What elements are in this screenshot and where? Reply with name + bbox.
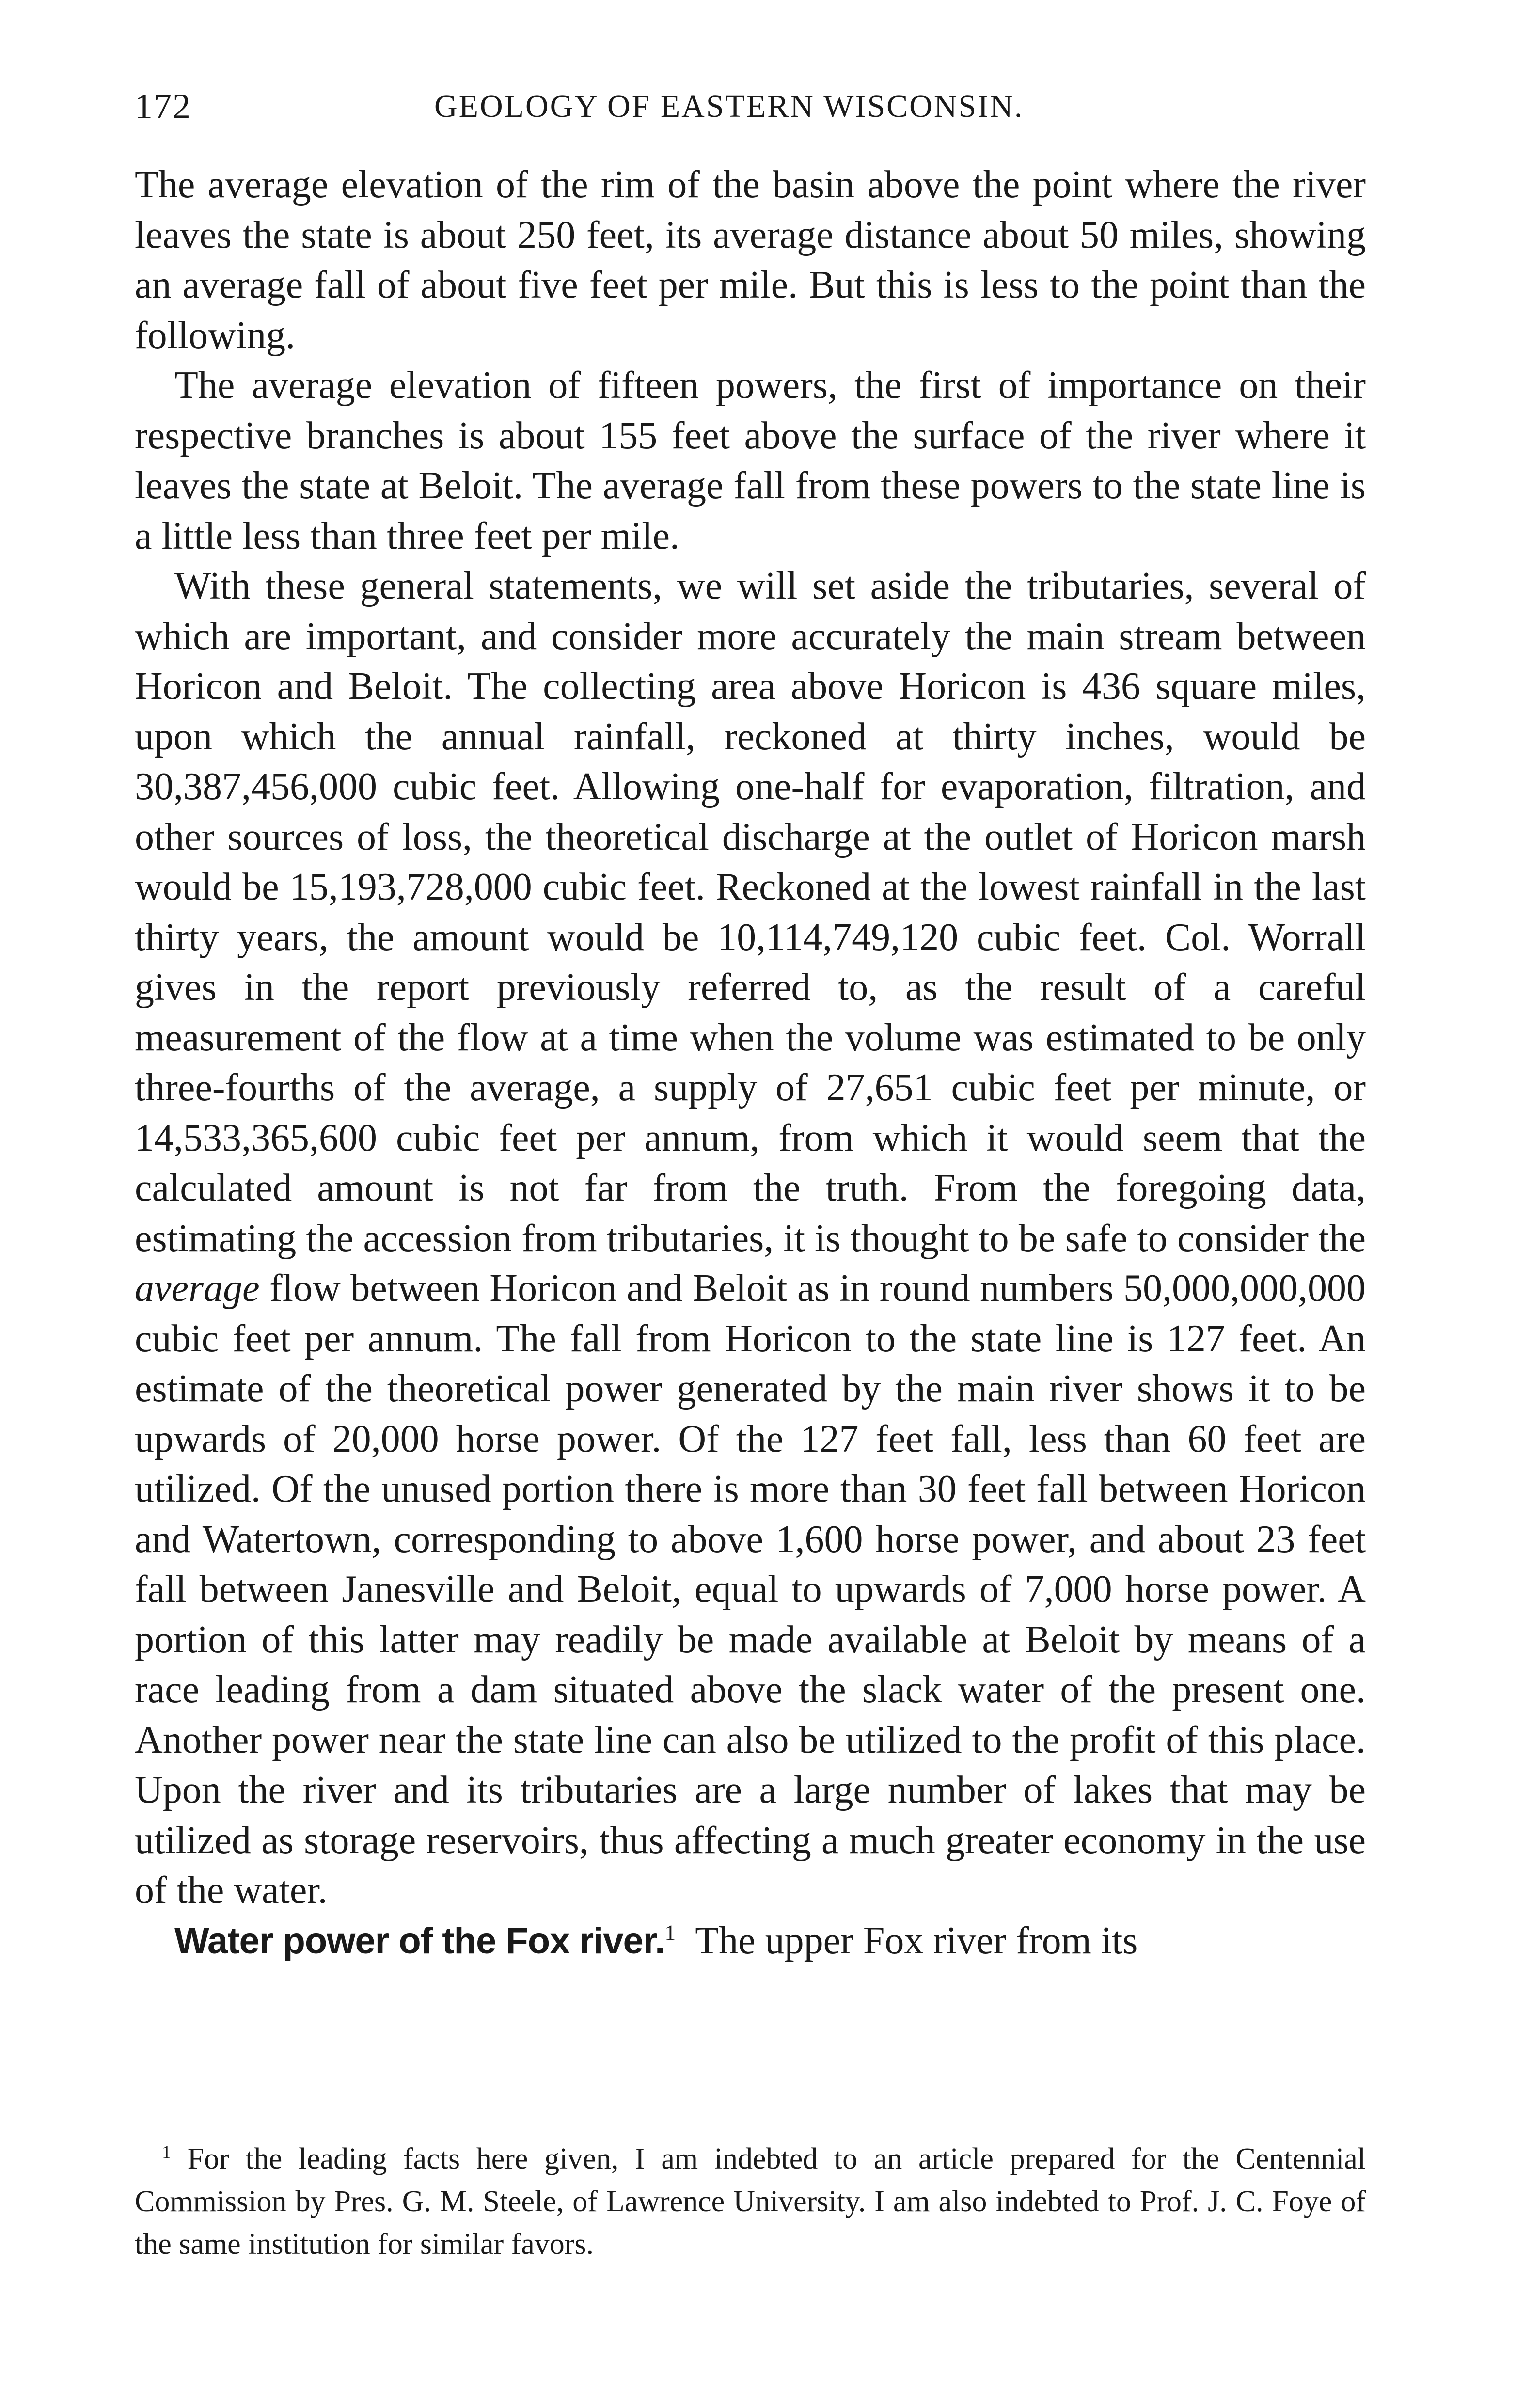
paragraph-rim-elevation: The average elevation of the rim of the basin above the point where the river leaves the state is about 250 feet, its average distance about 50 miles, showing an average fall of about five feet per mile. But this is less to the point than the following. [135, 163, 1366, 357]
footnote-reference: 1 [664, 1919, 676, 1945]
footnote-mark: 1 [162, 2142, 171, 2163]
paragraph-fox-river [135, 1916, 1366, 1966]
paragraph-fifteen-powers: The average elevation of fifteen powers, the first of importance on their respective branches is about 155 feet above the surface of the river where it leaves the state at Beloit. The average fall from these powers to the state line is a little less than three feet per mile. [135, 364, 1366, 557]
running-title: GEOLOGY OF EASTERN WISCONSIN. [434, 89, 1024, 124]
page-number: 172 [135, 87, 191, 127]
paragraph-main-stream [135, 561, 1366, 1916]
footnote [135, 2138, 1366, 2265]
emphasis-average: average [135, 1267, 260, 1310]
section-heading: Water power of the Fox river. [174, 1920, 665, 1962]
footnote-text: For the leading facts here given, I am indebted to an article prepared for the Centennial Commission by Pres. G. M. Steele, of Lawrence University. I am also indebted to Prof. J. C. Foye of the same institution for similar favors. [135, 2142, 1366, 2261]
main-stream-text-end: flow between Horicon and Beloit as in round numbers 50,000,000,000 cubic feet per annum. The fall from Horicon to the state line is 127 feet. An estimate of the theoretical power generated by the main river shows it to be upwards of 20,000 horse power. Of the 127 feet fall, less than 60 feet are utilized. Of the unused portion there is more than 30 feet fall between Horicon and Watertown, corresponding to above 1,600 horse power, and about 23 feet fall between Janesville and Beloit, equal to upwards of 7,000 horse power. A portion of this latter may readily be made available at Beloit by means of a race leading from a dam situated above the slack water of the present one. Another power near the state line can also be utilized to the profit of this place. Upon the river and its tributaries are a large number of lakes that may be utilized as storage reservoirs, thus affecting a much greater economy in the use of the water. [135, 1267, 1366, 1912]
running-head [135, 86, 1366, 140]
main-stream-text-start: With these general statements, we will set aside the tributaries, several of which are important, and consider more accurately the main stream between Horicon and Beloit. The collecting area above Horicon is 436 square miles, upon which the annual rainfall, reckoned at thirty inches, would be 30,387,456,000 cubic feet. Allowing one-half for evaporation, filtration, and other sources of loss, the theoretical discharge at the outlet of Horicon marsh would be 15,193,728,000 cubic feet. Reckoned at the lowest rainfall in the last thirty years, the amount would be 10,114,749,120 cubic feet. Col. Worrall gives in the report previously referred to, as the result of a careful measurement of the flow at a time when the volume was estimated to be only three-fourths of the average, a supply of 27,651 cubic feet per minute, or 14,533,365,600 cubic feet per annum, from which it would seem that the calculated amount is not far from the truth. From the foregoing data, estimating the accession from tributaries, it is thought to be safe to consider the [135, 565, 1366, 1260]
fox-river-text: The upper Fox river from its [695, 1919, 1138, 1962]
body-text [135, 160, 1366, 1966]
